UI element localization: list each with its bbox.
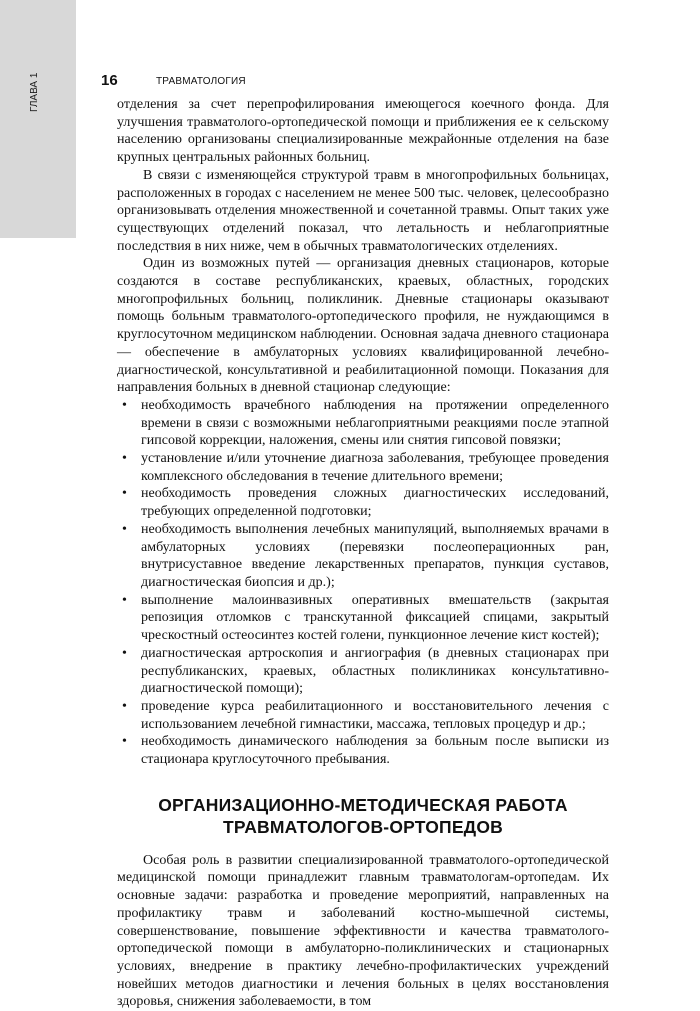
list-item-text: необходимость врачебного наблюдения на протяжении определенного времени в связи с возможными неблагоприятными реакциями после этапной гипсовой коррекции, наложения, смены или снятия гипсовой повязки;	[141, 397, 609, 449]
list-item-text: проведение курса реабилитационного и восстановительного лечения с использованием лечебной гимнастики, массажа, тепловых процедур и др.;	[141, 698, 609, 732]
indications-list	[117, 397, 609, 769]
list-item	[122, 521, 609, 592]
list-item	[122, 450, 609, 485]
bullet-icon: •	[122, 734, 127, 750]
list-item-text: необходимость проведения сложных диагностических исследований, требующих определенной подготовки;	[141, 486, 609, 520]
list-item-text: диагностическая артроскопия и ангиография (в дневных стационарах при республиканских, краевых, областных поликлиниках консультативно-диагностической помощи);	[141, 645, 609, 697]
bullet-icon: •	[122, 521, 127, 537]
list-item-text: необходимость динамического наблюдения за больным после выписки из стационара круглосуточного пребывания.	[141, 734, 609, 768]
list-item	[122, 592, 609, 645]
list-item	[122, 397, 609, 450]
section-title	[117, 794, 609, 838]
running-title: ТРАВМАТОЛОГИЯ	[156, 76, 246, 87]
bullet-icon: •	[122, 397, 127, 413]
chapter-side-tab	[0, 0, 76, 238]
list-item-text: необходимость выполнения лечебных манипуляций, выполняемых врачами в амбулаторных условиях (перевязки послеоперационных ран, внутрисуставное введение лекарственных препаратов, пункция суставов, диагностическая биопсия и др.);	[141, 521, 609, 590]
paragraph: Особая роль в развитии специализированной травматолого-ортопедической медицинской помощи принадлежит главным травматологам-ортопедам. Их основные задачи: разработка и проведение мероприятий, направленных на профилактику травм и заболеваний костно-мышечной системы, совершенствование, повышение эффективности и качества травматолого-ортопедической помощи в амбулаторно-поликлинических и стационарных условиях, внедрение в практику лечебно-профилактических учреждений новейших методов диагностики и лечения больных в целях восстановления здоровья, снижения заболеваемости, в том	[117, 852, 609, 1010]
list-item-text: установление и/или уточнение диагноза заболевания, требующее проведения комплексного обследования в течение длительного времени;	[141, 451, 609, 484]
list-item	[122, 733, 609, 768]
list-item	[122, 645, 609, 698]
bullet-icon: •	[122, 592, 127, 608]
list-item	[122, 698, 609, 733]
section-title-line: ОРГАНИЗАЦИОННО-МЕТОДИЧЕСКАЯ РАБОТА	[158, 794, 568, 815]
chapter-label: ГЛАВА 1	[29, 72, 40, 112]
section-title-line: ТРАВМАТОЛОГОВ-ОРТОПЕДОВ	[222, 816, 504, 837]
paragraph: В связи с изменяющейся структурой травм в многопрофильных больницах, расположенных в городах с населением не менее 500 тыс. человек, целесообразно организовывать отделения множественной и сочетанной травмы. Опыт таких уже существующих отделений показал, что летальность и неблагоприятные последствия в них ниже, чем в обычных травматологических отделениях.	[117, 167, 609, 254]
bullet-icon: •	[122, 486, 127, 502]
page-number: 16	[101, 72, 118, 89]
list-item	[122, 485, 609, 520]
list-item-text: выполнение малоинвазивных оперативных вмешательств (закрытая репозиция отломков с транскутанной фиксацией спицами, закрытый чрескостный остеосинтез костей голени, пункционное лечение кист костей);	[141, 592, 609, 644]
paragraph: Один из возможных путей — организация дневных стационаров, которые создаются в составе республиканских, краевых, областных, городских многопрофильных больниц, поликлиник. Дневные стационары оказывают помощь больным травматолого-ортопедического профиля, не нуждающимся в круглосуточном медицинском наблюдении. Основная задача дневного стационара — обеспечение в амбулаторных условиях квалифицированной лечебно-диагностической, консультативной и реабилитационной помощи. Показания для направления больных в дневной стационар следующие:	[117, 256, 609, 396]
page-body	[117, 96, 609, 1011]
bullet-icon: •	[122, 645, 127, 661]
bullet-icon: •	[122, 698, 127, 714]
bullet-icon: •	[122, 451, 127, 467]
paragraph: отделения за счет перепрофилирования имеющегося коечного фонда. Для улучшения травматолого-ортопедической помощи и приближения ее к сельскому населению организованы специализированные межрайонные отделения на базе крупных центральных районных больниц.	[117, 97, 609, 166]
